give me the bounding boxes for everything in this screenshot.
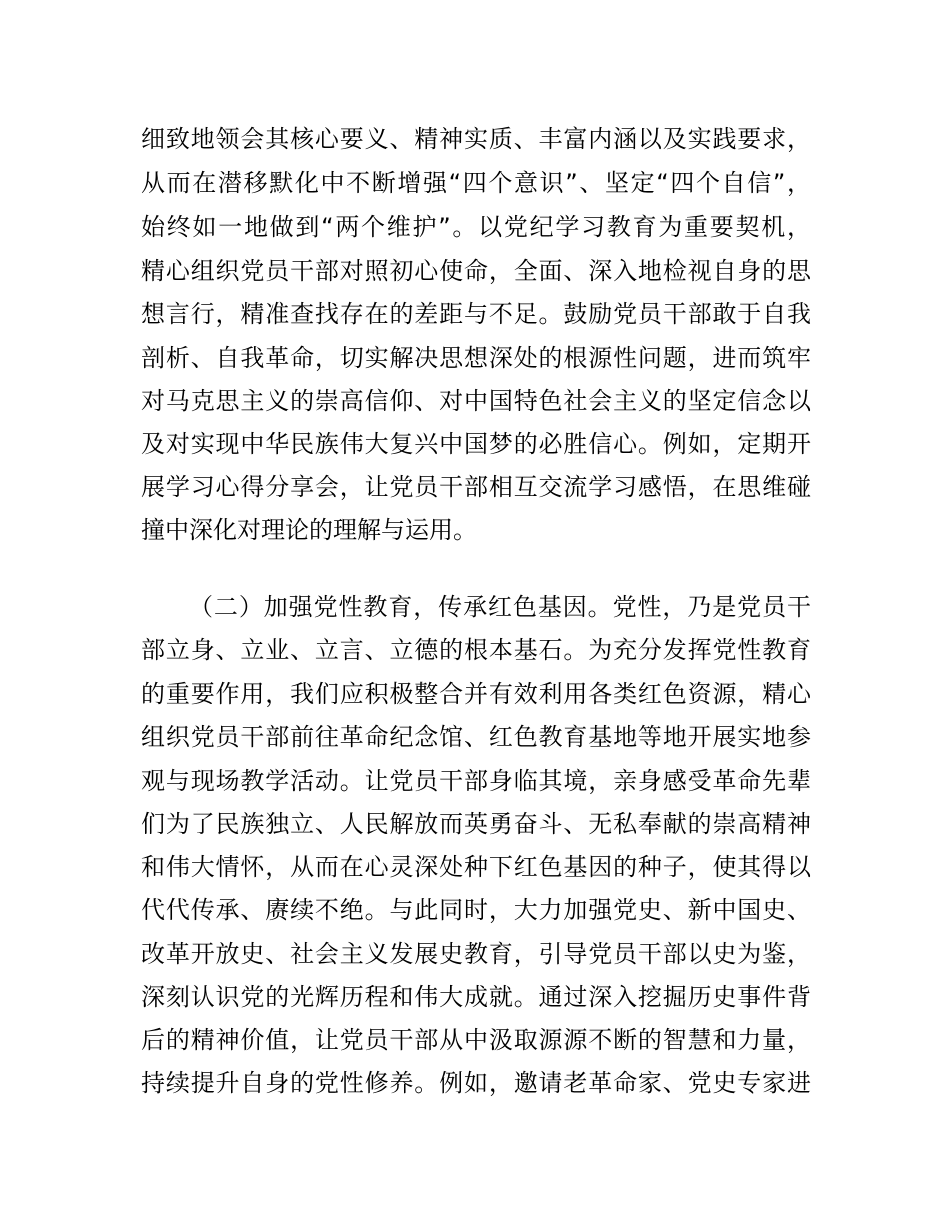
paragraph-line: 深刻认识党的光辉历程和伟大成就。通过深入挖掘历史事件背 <box>141 983 811 1011</box>
paragraph-line: 组织党员干部前往革命纪念馆、红色教育基地等地开展实地参 <box>141 723 811 751</box>
paragraph-line: 及对实现中华民族伟大复兴中国梦的必胜信心。例如，定期开 <box>141 430 811 458</box>
paragraph-line: 们为了民族独立、人民解放而英勇奋斗、无私奉献的崇高精神 <box>141 810 811 838</box>
paragraph-line: 观与现场教学活动。让党员干部身临其境，亲身感受革命先辈 <box>141 767 811 795</box>
paragraph-line: 持续提升自身的党性修养。例如，邀请老革命家、党史专家进 <box>141 1069 811 1097</box>
paragraph-line: 想言行，精准查找存在的差距与不足。鼓励党员干部敢于自我 <box>141 300 811 328</box>
paragraph-line: 撞中深化对理论的理解与运用。 <box>141 516 477 544</box>
paragraph-line: 从而在潜移默化中不断增强“四个意识”、坚定“四个自信”， <box>141 169 811 197</box>
paragraph-line: 部立身、立业、立言、立德的根本基石。为充分发挥党性教育 <box>141 636 811 664</box>
paragraph-line: 的重要作用，我们应积极整合并有效利用各类红色资源，精心 <box>141 680 811 708</box>
paragraph-line: 对马克思主义的崇高信仰、对中国特色社会主义的坚定信念以 <box>141 387 811 415</box>
paragraph-line: 代代传承、赓续不绝。与此同时，大力加强党史、新中国史、 <box>141 896 811 924</box>
paragraph-line: 和伟大情怀，从而在心灵深处种下红色基因的种子，使其得以 <box>141 853 811 881</box>
paragraph-line: 改革开放史、社会主义发展史教育，引导党员干部以史为鉴， <box>141 940 811 968</box>
paragraph-line: （二）加强党性教育，传承红色基因。党性，乃是党员干 <box>189 593 811 621</box>
paragraph-line: 后的精神价值，让党员干部从中汲取源源不断的智慧和力量， <box>141 1026 811 1054</box>
paragraph-line: 细致地领会其核心要义、精神实质、丰富内涵以及实践要求， <box>141 125 811 153</box>
paragraph-line: 始终如一地做到“两个维护”。以党纪学习教育为重要契机， <box>141 213 811 241</box>
paragraph-line: 精心组织党员干部对照初心使命，全面、深入地检视自身的思 <box>141 257 811 285</box>
paragraph-line: 剖析、自我革命，切实解决思想深处的根源性问题，进而筑牢 <box>141 344 811 372</box>
paragraph-line: 展学习心得分享会，让党员干部相互交流学习感悟，在思维碰 <box>141 473 811 501</box>
